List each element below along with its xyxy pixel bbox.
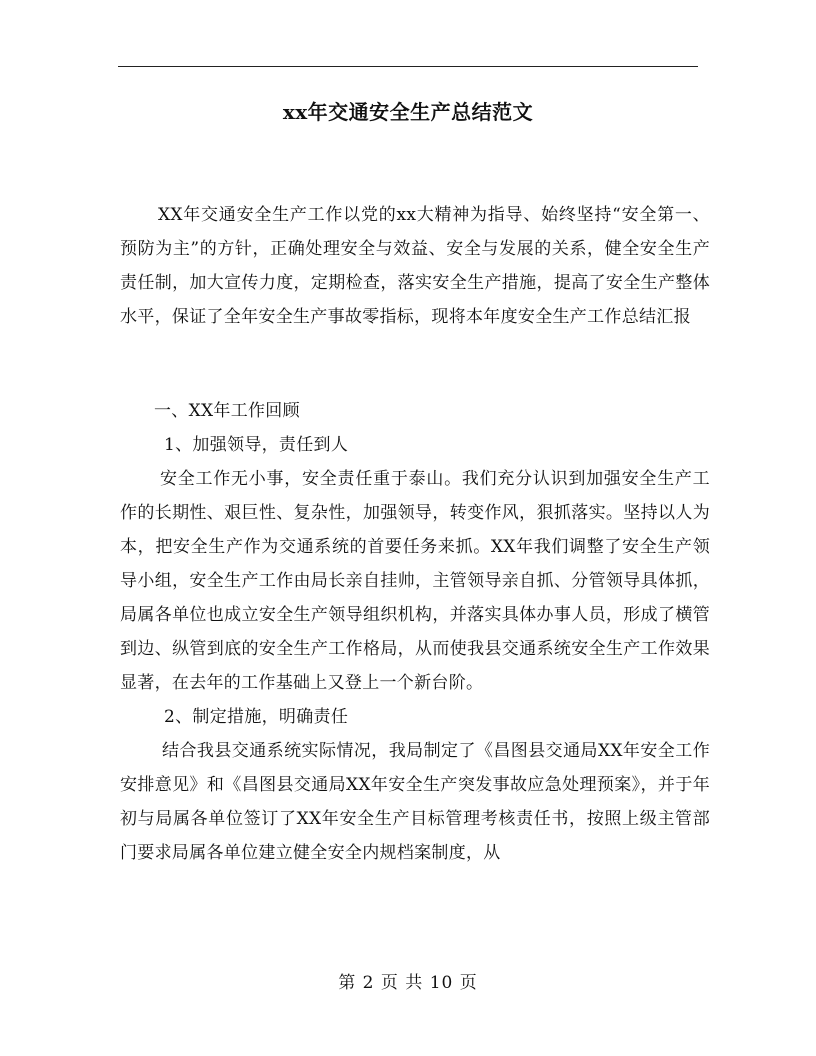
body-block-intro bbox=[120, 198, 710, 334]
paragraph-body-1: 安全工作无小事，安全责任重于泰山。我们充分认识到加强安全生产工作的长期性、艰巨性、复杂性，加强领导，转变作风，狠抓落实。坚持以人为本，把安全生产作为交通系统的首要任务来抓。XX年我们调整了安全生产领导小组，安全生产工作由局长亲自挂帅，主管领导亲自抓、分管领导具体抓，局属各单位也成立安全生产领导组织机构，并落实具体办事人员，形成了横管到边、纵管到底的安全生产工作格局，从而使我县交通系统安全生产工作效果显著，在去年的工作基础上又登上一个新台阶。 bbox=[120, 469, 710, 693]
header-rule bbox=[118, 66, 698, 67]
sub-heading-2: 2、制定措施，明确责任 bbox=[164, 707, 349, 727]
paragraph-intro: XX年交通安全生产工作以党的xx大精神为指导、始终坚持“安全第一、预防为主”的方针，正确处理安全与效益、安全与发展的关系，健全安全生产责任制，加大宣传力度，定期检查，落实安全生产措施，提高了安全生产整体水平，保证了全年安全生产事故零指标，现将本年度安全生产工作总结汇报 bbox=[120, 205, 710, 327]
section-heading: 一、XX年工作回顾 bbox=[154, 401, 300, 421]
body-block-section bbox=[120, 394, 710, 870]
document-title: xx年交通安全生产总结范文 bbox=[282, 100, 534, 124]
paragraph-body-2: 结合我县交通系统实际情况，我局制定了《昌图县交通局XX年安全工作安排意见》和《昌图县交通局XX年安全生产突发事故应急处理预案》，并于年初与局属各单位签订了XX年安全生产目标管理考核责任书，按照上级主管部门要求局属各单位建立健全安全内规档案制度，从 bbox=[120, 741, 710, 863]
page-number-footer: 第 2 页 共 10 页 bbox=[338, 973, 478, 993]
sub-heading-1: 1、加强领导，责任到人 bbox=[164, 435, 349, 455]
